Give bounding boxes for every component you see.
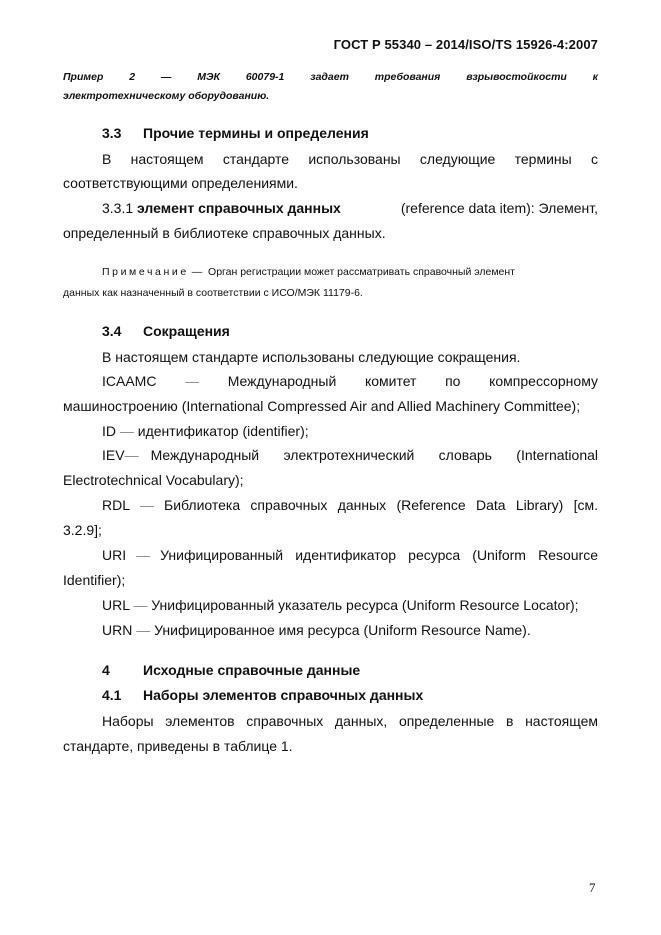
- section-title: Наборы элементов справочных данных: [143, 687, 424, 703]
- term-definition: (reference data item): Элемент,: [400, 200, 598, 216]
- section-3-3-heading: [102, 125, 369, 141]
- abbr-dash: —: [136, 547, 151, 563]
- word: настоящем: [130, 151, 204, 167]
- section-3-3-paragraph-line-2: соответствующими определениями.: [63, 175, 298, 191]
- example-line-2: электротехническому оборудованию.: [63, 90, 270, 102]
- section-4-heading: [102, 662, 360, 678]
- page-number: 7: [589, 880, 596, 895]
- abbr-dash: —: [124, 447, 139, 463]
- abbr-dash: —: [119, 423, 134, 439]
- word: В: [102, 151, 112, 167]
- section-4-1-paragraph-line-1: Наборы элементов справочных данных, определенные в настоящем: [102, 713, 598, 729]
- section-number: 3.3: [102, 125, 122, 141]
- word: стандарте: [222, 151, 290, 167]
- abbr-uri-line-1: [102, 547, 598, 564]
- note-text: Орган регистрации может рассматривать справочный элемент: [208, 266, 515, 278]
- abbr-definition: Унифицированное имя ресурса (Uniform Resource Name).: [154, 622, 531, 638]
- word: следующие: [419, 151, 496, 167]
- term-number: 3.3.1: [102, 200, 134, 216]
- note-line-2: данных как назначенный в соответствии с ИСО/МЭК 11179-6.: [63, 287, 363, 299]
- section-3-4-intro: В настоящем стандарте использованы следующие сокращения.: [102, 349, 521, 365]
- term-3-3-1-line-1: [102, 200, 598, 217]
- word: использованы: [308, 151, 401, 167]
- section-title: Сокращения: [143, 323, 230, 339]
- note-dash: —: [191, 266, 203, 278]
- abbr-icaamc-line-2: машиностроению (International Compressed Air and Allied Machinery Committee);: [63, 398, 581, 414]
- abbr-term: URN: [102, 622, 133, 638]
- abbr-term: ID: [102, 423, 116, 439]
- abbr-term: URL: [102, 597, 130, 613]
- section-title: Исходные справочные данные: [143, 662, 361, 678]
- abbr-uri-line-2: Identifier);: [63, 572, 126, 588]
- abbr-dash: —: [140, 497, 155, 513]
- word: по: [445, 373, 461, 389]
- abbr-rdl-line-2: 3.2.9];: [63, 522, 102, 538]
- section-4-1-paragraph-line-2: стандарте, приведены в таблице 1.: [63, 738, 293, 754]
- abbr-icaamc-line-1: [102, 373, 598, 390]
- abbr-definition: Библиотека справочных данных (Reference Data Library) [см.: [164, 497, 598, 513]
- abbr-definition: Унифицированный идентификатор ресурса (Uniform Resource: [160, 547, 598, 563]
- abbr-term: ICAAMC: [102, 373, 157, 389]
- abbr-term: URI: [102, 547, 127, 563]
- word: с: [591, 151, 598, 167]
- note-label: Примечание: [102, 266, 189, 278]
- abbr-rdl-line-1: [102, 497, 598, 514]
- abbr-definition: идентификатор (identifier);: [137, 423, 309, 439]
- abbr-dash: —: [136, 622, 151, 638]
- abbr-definition: Унифицированный указатель ресурса (Uniform Resource Locator);: [151, 597, 579, 613]
- document-header: ГОСТ Р 55340 – 2014/ISO/TS 15926-4:2007: [333, 37, 598, 52]
- word: термины: [514, 151, 572, 167]
- section-number: 4.1: [102, 687, 122, 703]
- section-4-1-heading: [102, 687, 423, 703]
- abbr-term: IEV: [102, 447, 125, 463]
- section-title: Прочие термины и определения: [143, 125, 369, 141]
- abbr-iev-line-1: [102, 447, 598, 464]
- abbr-urn: [102, 622, 598, 639]
- abbr-definition: Международный электротехнический словарь (International: [150, 447, 598, 463]
- term-name: элемент справочных данных: [137, 200, 341, 216]
- example-line-1: Пример 2 — МЭК 60079-1 задает требования взрывостойкости к: [63, 71, 598, 83]
- abbr-id: [102, 423, 598, 440]
- section-number: 3.4: [102, 323, 122, 339]
- word: комитет: [364, 373, 417, 389]
- abbr-iev-line-2: Electrotechnical Vocabulary);: [63, 472, 244, 488]
- section-3-4-heading: [102, 323, 230, 339]
- word: компрессорному: [489, 373, 598, 389]
- abbr-url: [102, 597, 598, 614]
- abbr-dash: —: [133, 597, 148, 613]
- section-number: 4: [102, 662, 110, 678]
- abbr-term: RDL: [102, 497, 131, 513]
- abbr-dash: —: [185, 373, 200, 389]
- note-line-1: [102, 266, 598, 278]
- section-3-3-paragraph-line-1: [102, 151, 598, 168]
- term-3-3-1-line-2: определенный в библиотеке справочных данных.: [63, 225, 386, 241]
- word: Международный: [227, 373, 337, 389]
